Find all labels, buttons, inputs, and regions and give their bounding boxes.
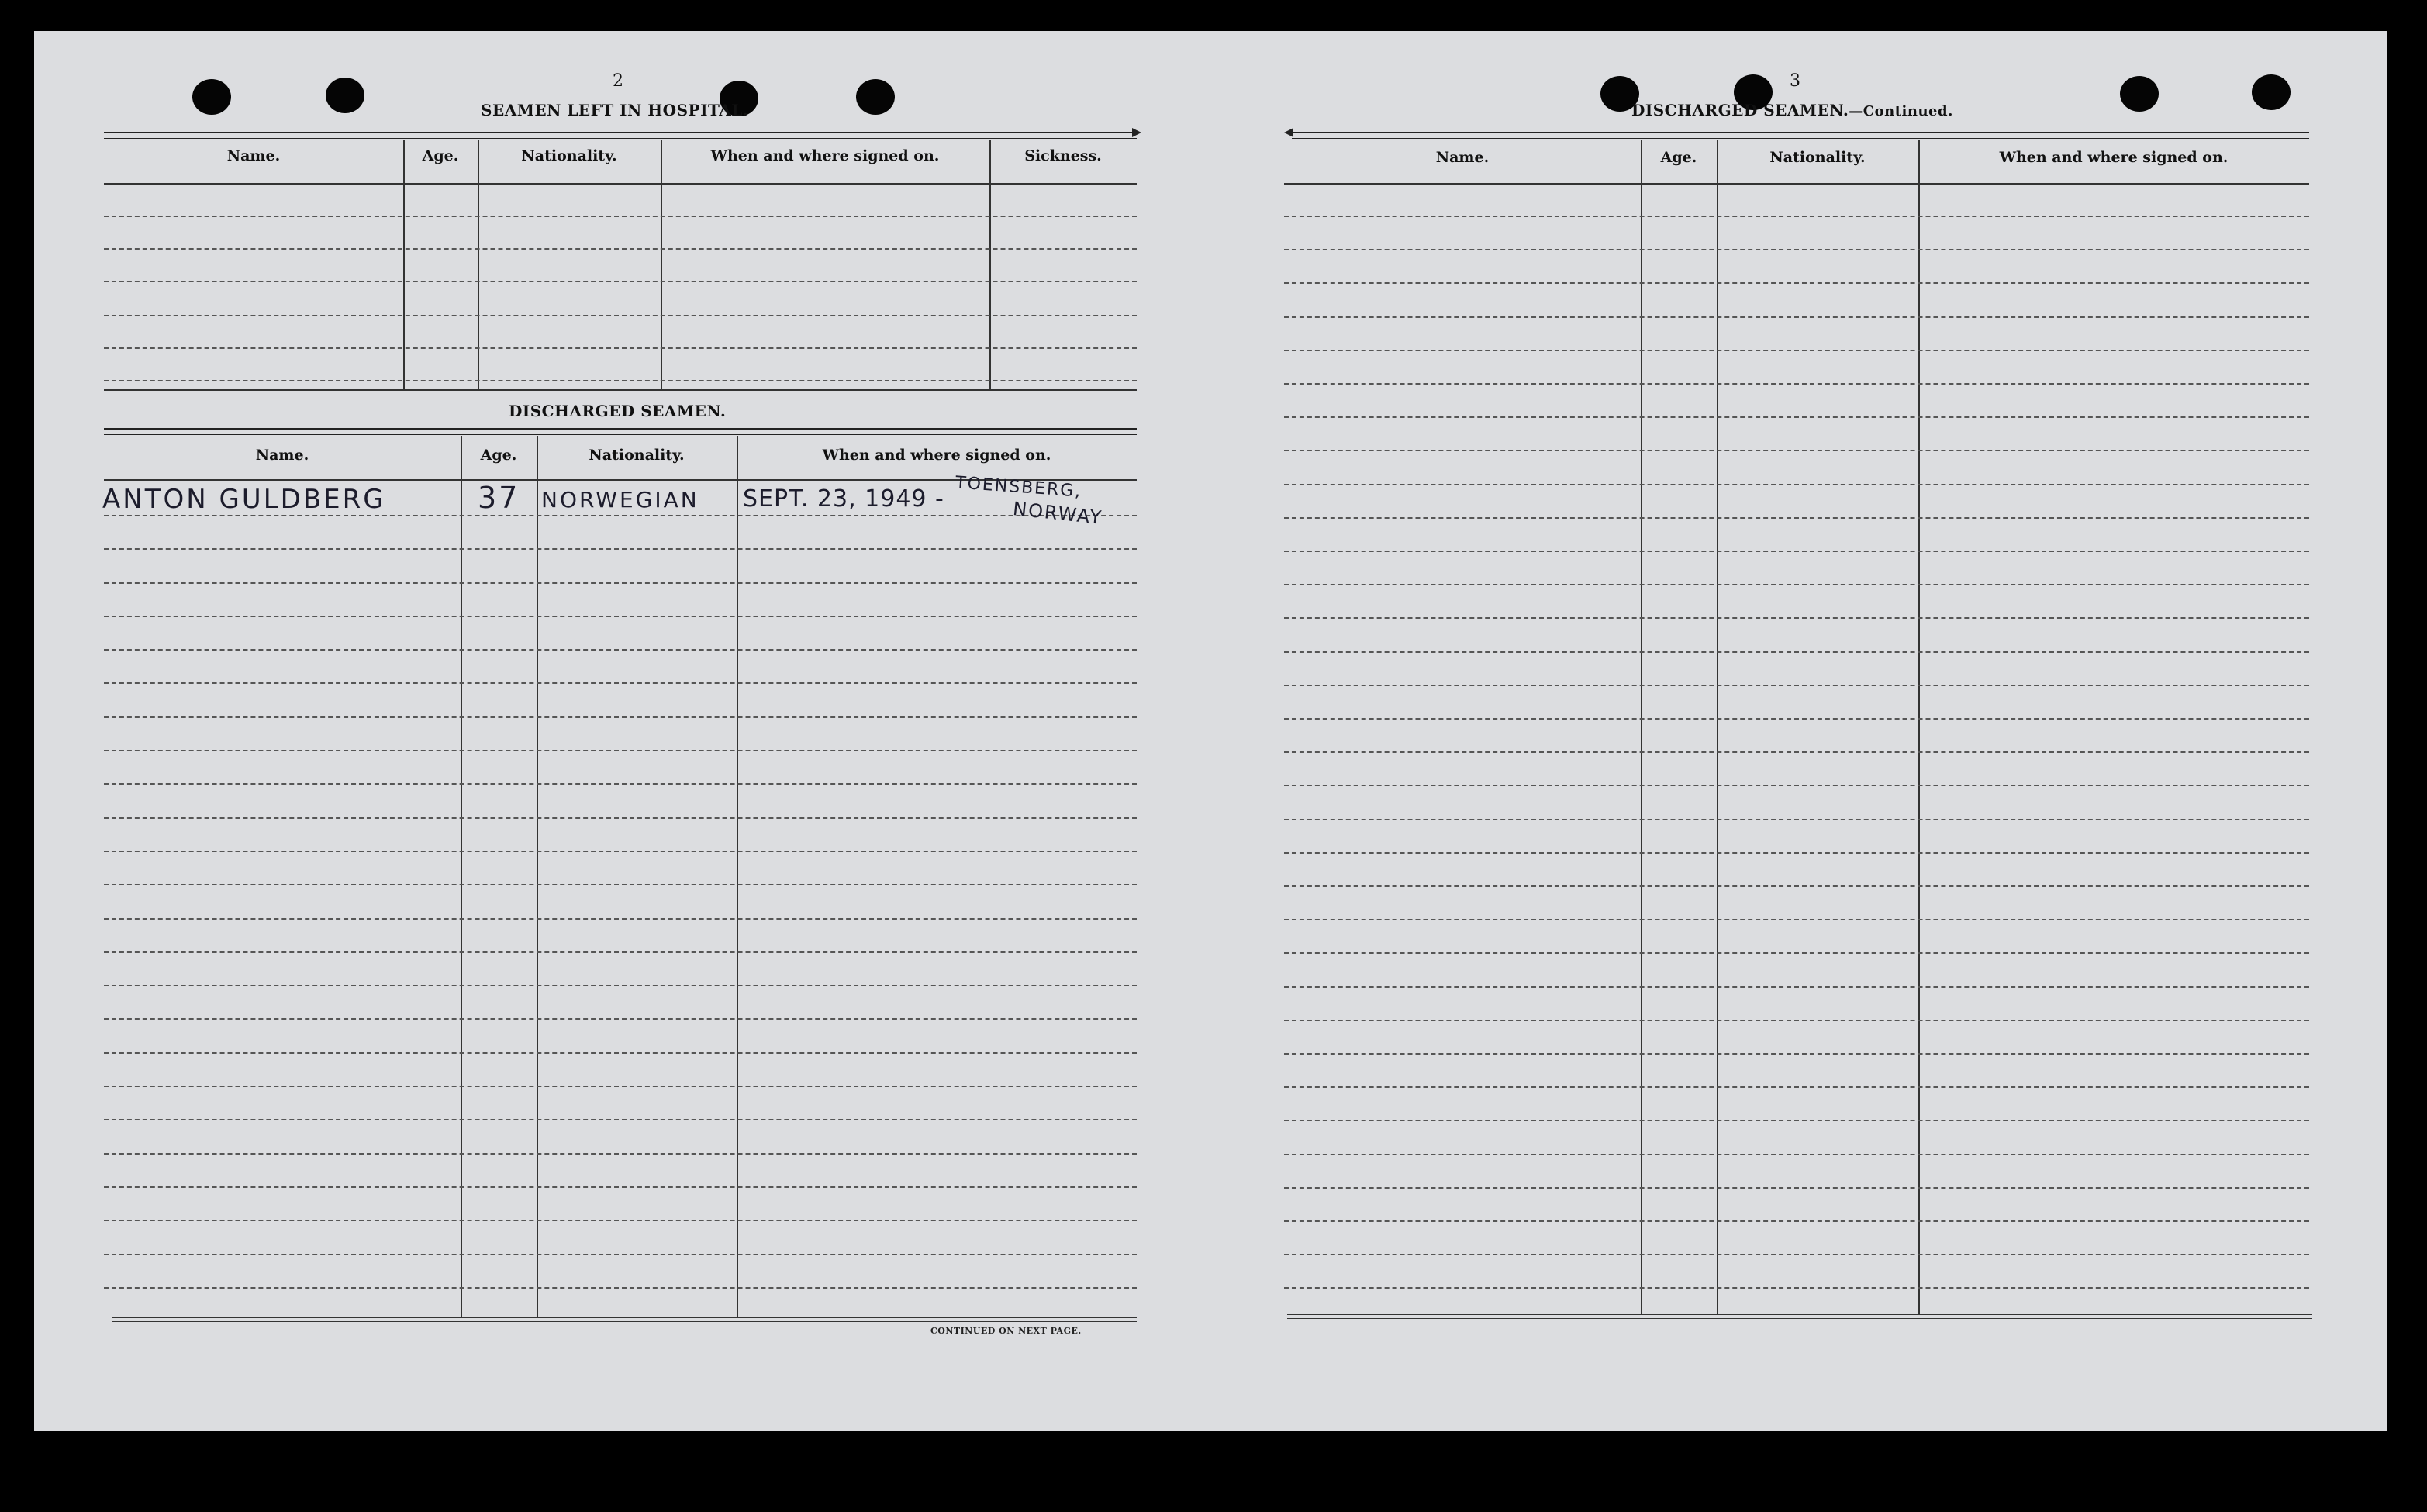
entry-nationality: NORWEGIAN [541,487,699,513]
left-page-number: 2 [613,71,623,91]
row-line [104,783,1137,785]
left-rule-arrow [1132,128,1141,137]
hospital-row-line [104,248,1137,250]
hospital-row-line [104,216,1137,217]
discharged-top-rule-thin [104,434,1137,435]
right-title-main: DISCHARGED SEAMEN. [1631,101,1849,119]
discharged-col-name: Name. [255,447,309,464]
entry-name: ANTON GULDBERG [102,484,386,515]
left-bottom-rule-2 [112,1321,1137,1322]
row-line [104,616,1137,617]
discharged-col-signed-on: When and where signed on. [822,447,1051,464]
row-line [104,951,1137,953]
right-page-number: 3 [1790,71,1800,91]
row-line [1284,1053,2309,1055]
right-col-signed-on: When and where signed on. [1999,149,2228,166]
row-line [1284,1287,2309,1289]
right-col-nationality: Nationality. [1769,149,1866,166]
row-line [1284,517,2309,519]
row-line [1284,282,2309,284]
row-line [1284,751,2309,753]
row-line [104,682,1137,684]
hospital-col-nationality: Nationality. [521,147,617,164]
hospital-col-age: Age. [422,147,459,164]
hospital-col-sickness: Sickness. [1024,147,1102,164]
row-line [1284,617,2309,619]
row-line [1284,383,2309,385]
entry-signed-date: SEPT. 23, 1949 - [743,485,944,513]
row-line [104,918,1137,920]
row-line [1284,718,2309,720]
row-line [104,1086,1137,1087]
row-line [104,716,1137,718]
row-line [104,1220,1137,1221]
left-top-rule [104,132,1137,133]
row-line [1284,1254,2309,1255]
hospital-header-rule [104,183,1137,185]
discharged-section-title: DISCHARGED SEAMEN. [509,402,727,420]
left-bottom-rule [112,1317,1137,1318]
row-line [1284,584,2309,585]
row-line [104,1153,1137,1155]
discharged-divider [737,436,738,1317]
row-line [1284,216,2309,217]
row-line [104,884,1137,885]
row-line [104,1287,1137,1289]
punch-hole [192,79,231,115]
discharged-col-nationality: Nationality. [589,447,685,464]
row-line [104,1119,1137,1120]
row-line [1284,450,2309,451]
row-line [1284,350,2309,351]
row-line [104,851,1137,852]
row-line [1284,484,2309,485]
hospital-col-signed-on: When and where signed on. [710,147,940,164]
row-line [104,1052,1137,1054]
punch-hole [2120,76,2159,112]
row-line [1284,416,2309,418]
hospital-section-title: SEAMEN LEFT IN HOSPITAL. [481,101,749,119]
row-line [1284,952,2309,954]
hospital-row-line [104,347,1137,349]
right-bottom-rule [1287,1314,2312,1315]
hospital-bottom-rule [104,389,1137,391]
row-line [104,817,1137,819]
right-col-age: Age. [1660,149,1697,166]
row-line [104,1018,1137,1020]
discharged-col-age: Age. [480,447,517,464]
row-line [1284,551,2309,552]
hospital-divider [478,140,479,389]
right-title-suffix: —Continued. [1849,103,1953,119]
row-line [1284,685,2309,686]
entry-age: 37 [478,481,520,515]
row-line [1284,1086,2309,1088]
right-col-name: Name. [1435,149,1490,166]
continued-note: CONTINUED ON NEXT PAGE. [930,1326,1082,1336]
row-line [104,1186,1137,1188]
row-line [104,548,1137,550]
row-line [104,750,1137,751]
row-line [104,515,1137,516]
row-line [1284,1187,2309,1189]
punch-hole [2252,74,2291,110]
right-top-rule-thin [1292,138,2309,139]
row-line [1284,1020,2309,1021]
right-bottom-rule-2 [1287,1318,2312,1319]
row-line [1284,819,2309,820]
hospital-divider [403,140,405,389]
entry-signed-place-2: NORWAY [1011,498,1104,529]
hospital-divider [989,140,991,389]
row-line [1284,1154,2309,1155]
row-line [104,1254,1137,1255]
right-header-rule [1284,183,2309,185]
row-line [1284,852,2309,854]
hospital-row-line [104,281,1137,282]
row-line [104,582,1137,584]
discharged-divider [461,436,462,1317]
hospital-col-name: Name. [226,147,281,164]
right-section-title [1631,101,1953,119]
row-line [1284,919,2309,920]
row-line [1284,785,2309,786]
right-top-rule [1292,132,2309,133]
entry-signed-place-1: TOENSBERG, [955,473,1083,502]
row-line [1284,986,2309,988]
hospital-row-line [104,315,1137,316]
left-top-rule-thin [104,138,1137,139]
row-line [104,985,1137,986]
row-line [1284,316,2309,318]
row-line [1284,1120,2309,1121]
row-line [1284,1220,2309,1222]
row-line [1284,651,2309,653]
discharged-top-rule [104,428,1137,430]
row-line [1284,249,2309,250]
hospital-row-line [104,380,1137,381]
discharged-divider [537,436,538,1317]
row-line [104,649,1137,651]
row-line [1284,885,2309,887]
punch-hole [326,78,364,113]
punch-hole [856,79,895,115]
hospital-divider [661,140,662,389]
